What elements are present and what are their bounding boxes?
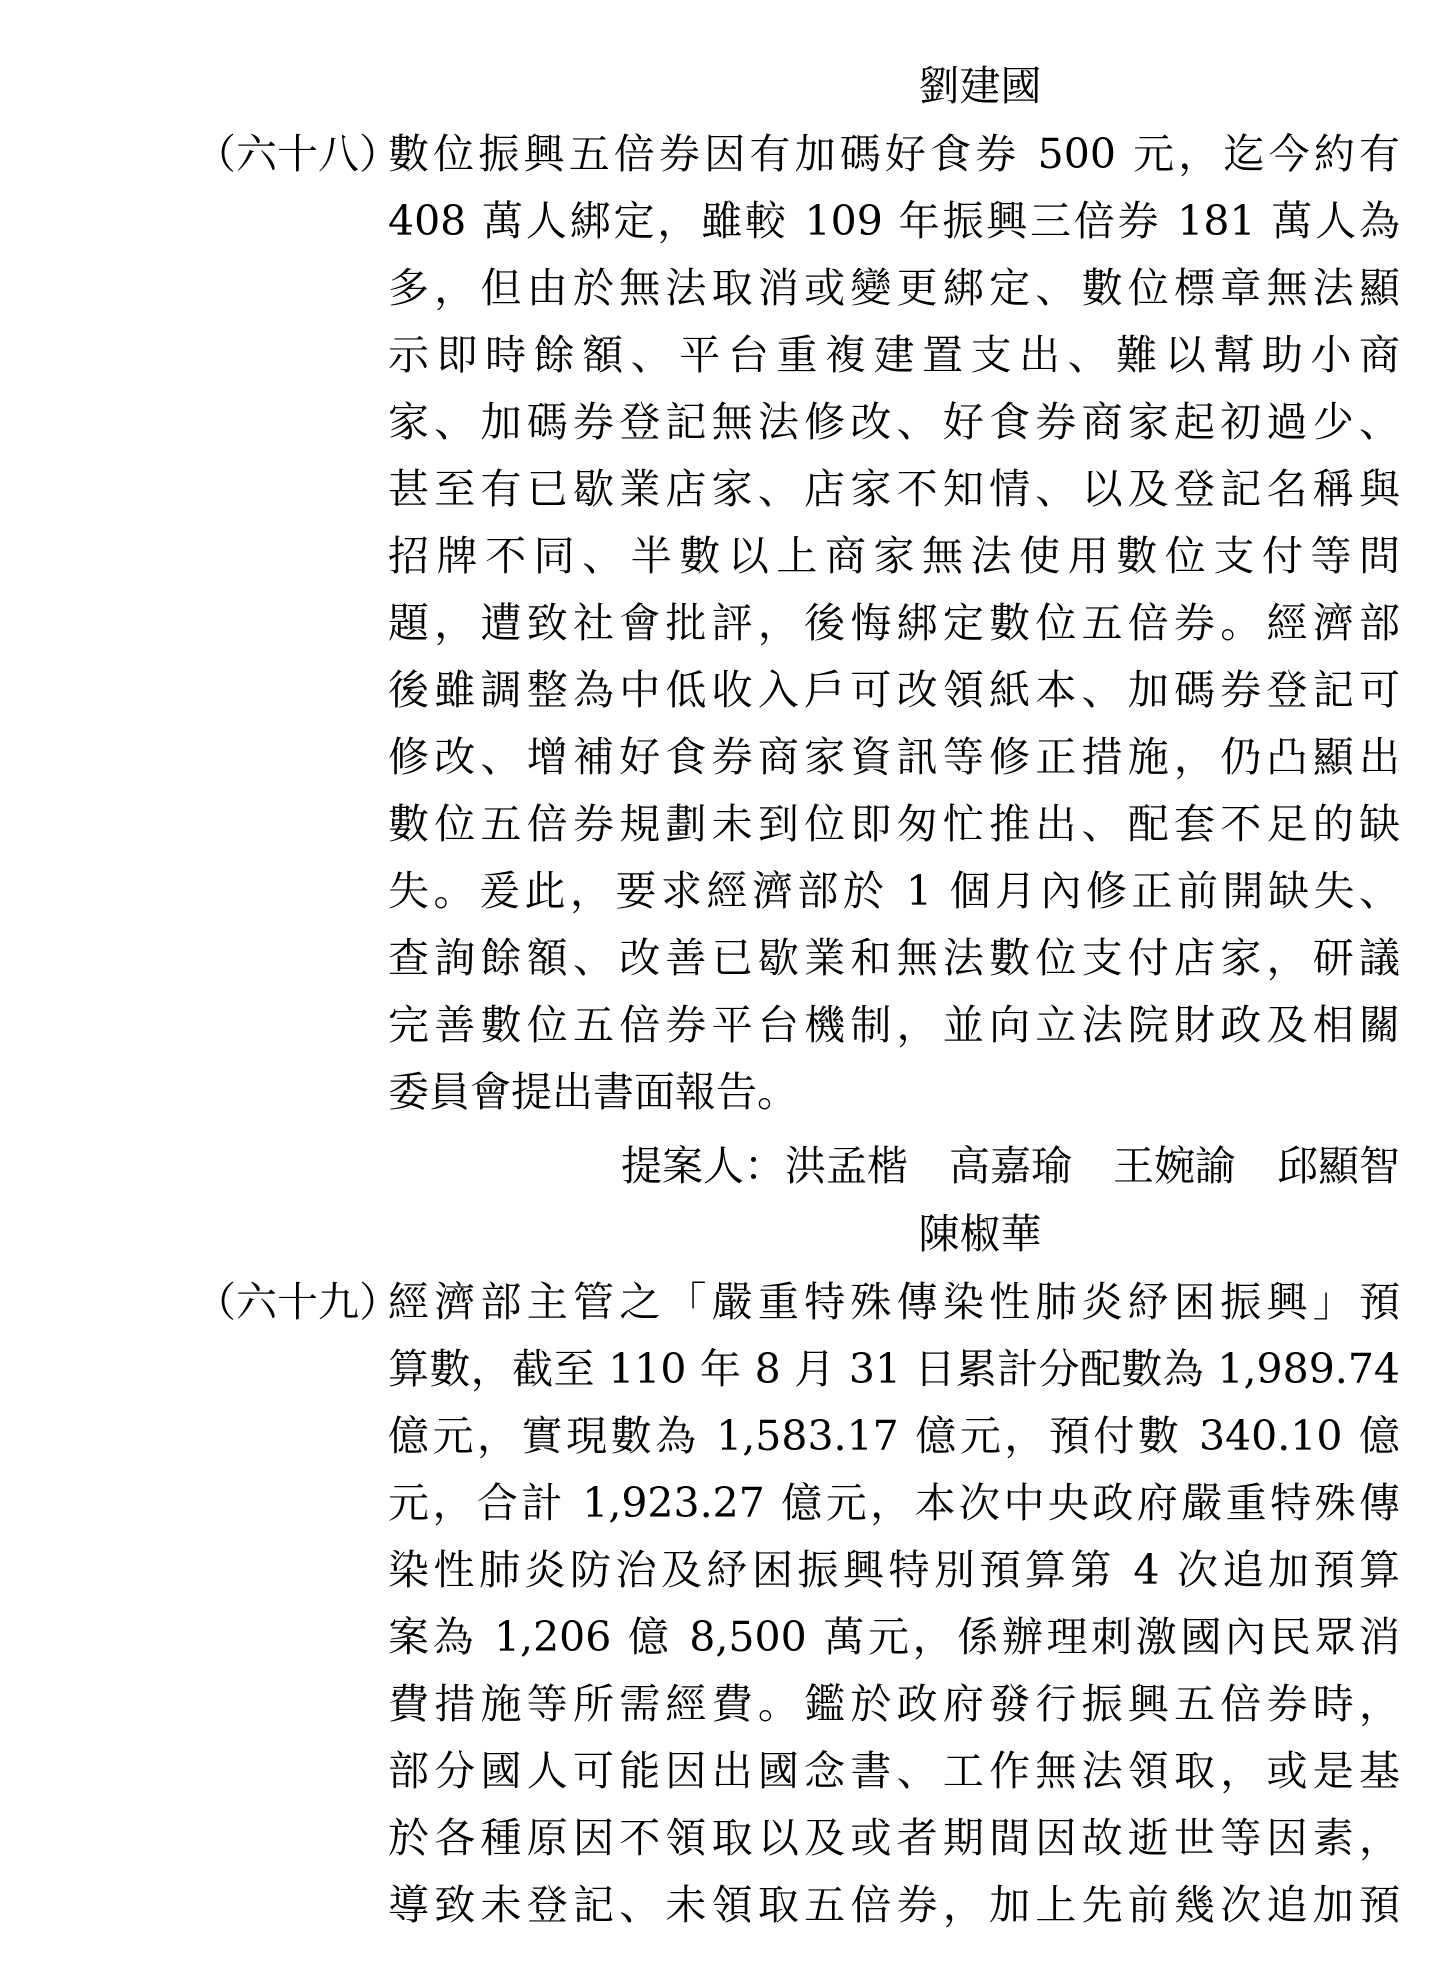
item-68-label: （六十八） xyxy=(195,130,400,178)
item-68-line: 完善數位五倍券平台機制，並向立法院財政及相關 xyxy=(388,1001,1400,1049)
item-68-line: 數位振興五倍券因有加碼好食券 500 元，迄今約有 xyxy=(388,130,1400,178)
item-69-line: 案為 1,206 億 8,500 萬元，係辦理刺激國內民眾消 xyxy=(388,1613,1400,1661)
continued-proposer-name: 劉建國 xyxy=(918,62,1042,110)
item-68-line: 失。爰此，要求經濟部於 1 個月內修正前開缺失、 xyxy=(388,867,1400,915)
item-68-proposers: 提案人：洪孟楷 高嘉瑜 王婉諭 邱顯智 xyxy=(621,1142,1400,1190)
item-69-line: 算數，截至 110 年 8 月 31 日累計分配數為 1,989.74 xyxy=(388,1345,1400,1393)
item-68-line: 家、加碼券登記無法修改、好食券商家起初過少、 xyxy=(388,398,1400,446)
item-68-line: 查詢餘額、改善已歇業和無法數位支付店家，研議 xyxy=(388,934,1400,982)
item-68-line: 408 萬人綁定，雖較 109 年振興三倍券 181 萬人為 xyxy=(388,197,1400,245)
item-68-line: 招牌不同、半數以上商家無法使用數位支付等問 xyxy=(388,532,1400,580)
item-69-line: 元，合計 1,923.27 億元，本次中央政府嚴重特殊傳 xyxy=(388,1479,1400,1527)
item-68-line: 多，但由於無法取消或變更綁定、數位標章無法顯 xyxy=(388,264,1400,312)
item-68-line: 示即時餘額、平台重複建置支出、難以幫助小商 xyxy=(388,331,1400,379)
item-69-line: 部分國人可能因出國念書、工作無法領取，或是基 xyxy=(388,1747,1400,1795)
item-68-line: 後雖調整為中低收入戶可改領紙本、加碼券登記可 xyxy=(388,666,1400,714)
item-69-line: 於各種原因不領取以及或者期間因故逝世等因素， xyxy=(388,1814,1400,1862)
item-68-line: 數位五倍券規劃未到位即匆忙推出、配套不足的缺 xyxy=(388,800,1400,848)
item-68-line: 委員會提出書面報告。 xyxy=(388,1068,798,1116)
item-69-label: （六十九） xyxy=(195,1278,400,1326)
item-69-line: 染性肺炎防治及紓困振興特別預算第 4 次追加預算 xyxy=(388,1546,1400,1594)
item-69-line: 費措施等所需經費。鑑於政府發行振興五倍券時， xyxy=(388,1680,1400,1728)
item-69-line: 億元，實現數為 1,583.17 億元，預付數 340.10 億 xyxy=(388,1412,1400,1460)
item-68-proposers-continued: 陳椒華 xyxy=(918,1210,1042,1258)
item-68-line: 修改、增補好食券商家資訊等修正措施，仍凸顯出 xyxy=(388,733,1400,781)
item-69-line: 導致未登記、未領取五倍券，加上先前幾次追加預 xyxy=(388,1881,1400,1929)
item-68-line: 題，遭致社會批評，後悔綁定數位五倍券。經濟部 xyxy=(388,599,1400,647)
item-69-line: 經濟部主管之「嚴重特殊傳染性肺炎紓困振興」預 xyxy=(388,1278,1400,1326)
item-68-line: 甚至有已歇業店家、店家不知情、以及登記名稱與 xyxy=(388,465,1400,513)
